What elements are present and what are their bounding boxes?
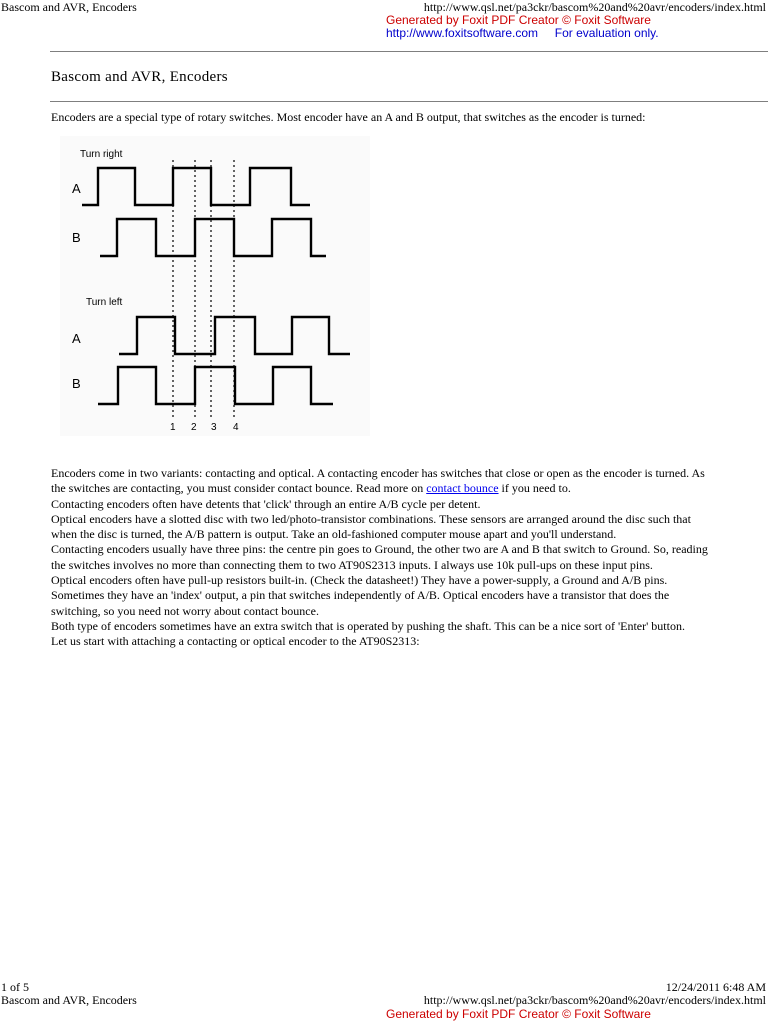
paragraph-optical: Optical encoders have a slotted disc with two led/photo-transistor combinations. These sensors are arranged around the disc such that when the disc is turned, the A/B pattern is output. Take an old-fashioned computer mouse apart and you'll understand. xyxy=(51,511,691,542)
left-b-label: B xyxy=(72,376,81,391)
paragraph-pullups: Optical encoders often have pull-up resistors built-in. (Check the datasheet!) They have a power-supply, a Ground and A/B pins. Sometimes they have an 'index' output, a pin that switches independently of A/B. Optical encoders have a transistor that does the switching, so you need not worry about contact bounce. xyxy=(51,573,670,618)
marker-2-label: 2 xyxy=(191,422,197,433)
foxit-url-link[interactable]: http://www.foxitsoftware.com xyxy=(386,26,539,40)
marker-3-label: 3 xyxy=(211,422,217,433)
paragraph-variants: Encoders come in two variants: contacting and optical. A contacting encoder has switches that close or open as the encoder is turned. As the switches are contacting, you must consider contact bounce. Read more on contact bounce if you need to. xyxy=(51,466,705,496)
intro-paragraph: Encoders are a special type of rotary switches. Most encoder have an A and B output, that switches as the encoder is turned: xyxy=(51,110,646,124)
page-title: Bascom and AVR, Encoders xyxy=(51,69,228,85)
foxit-eval-text: For evaluation only. xyxy=(554,26,659,40)
title-divider xyxy=(50,101,768,102)
right-a-label: A xyxy=(72,181,81,196)
encoder-timing-diagram xyxy=(60,136,370,436)
right-b-label: B xyxy=(72,230,81,245)
footer-timestamp: 12/24/2011 6:48 AM xyxy=(665,980,766,994)
footer-foxit-generated-text: Generated by Foxit PDF Creator © Foxit Software xyxy=(386,1007,651,1021)
marker-1-label: 1 xyxy=(170,422,176,433)
article-body xyxy=(51,466,719,650)
paragraph-detents: Contacting encoders often have detents that 'click' through an entire A/B cycle per detent. xyxy=(51,496,481,511)
foxit-banner xyxy=(386,14,686,40)
marker-4-label: 4 xyxy=(233,422,239,433)
header-url: http://www.qsl.net/pa3ckr/bascom%20and%20avr/encoders/index.html xyxy=(423,0,766,14)
left-a-label: A xyxy=(72,331,81,346)
footer-foxit-banner xyxy=(386,1008,686,1021)
foxit-generated-text: Generated by Foxit PDF Creator © Foxit Software xyxy=(386,13,651,27)
turn-left-label: Turn left xyxy=(86,297,123,308)
turn-right-label: Turn right xyxy=(80,149,123,160)
top-divider xyxy=(50,51,768,52)
header-title: Bascom and AVR, Encoders xyxy=(1,0,137,14)
paragraph-attach: Let us start with attaching a contacting or optical encoder to the AT90S2313: xyxy=(51,634,420,649)
paragraph-switch: Both type of encoders sometimes have an extra switch that is operated by pushing the shaft. This can be a nice sort of 'Enter' button. xyxy=(51,618,685,633)
footer-url: http://www.qsl.net/pa3ckr/bascom%20and%20avr/encoders/index.html xyxy=(423,993,766,1007)
paragraph-pins: Contacting encoders usually have three pins: the centre pin goes to Ground, the other two are A and B that switch to Ground. So, reading the switches involves no more than connecting them to two AT90S2313 inputs. I always use 10k pull-ups on these input pins. xyxy=(51,542,708,572)
footer-page-count: 1 of 5 xyxy=(1,980,29,994)
contact-bounce-link[interactable]: contact bounce xyxy=(426,481,499,496)
footer-title: Bascom and AVR, Encoders xyxy=(1,993,137,1007)
